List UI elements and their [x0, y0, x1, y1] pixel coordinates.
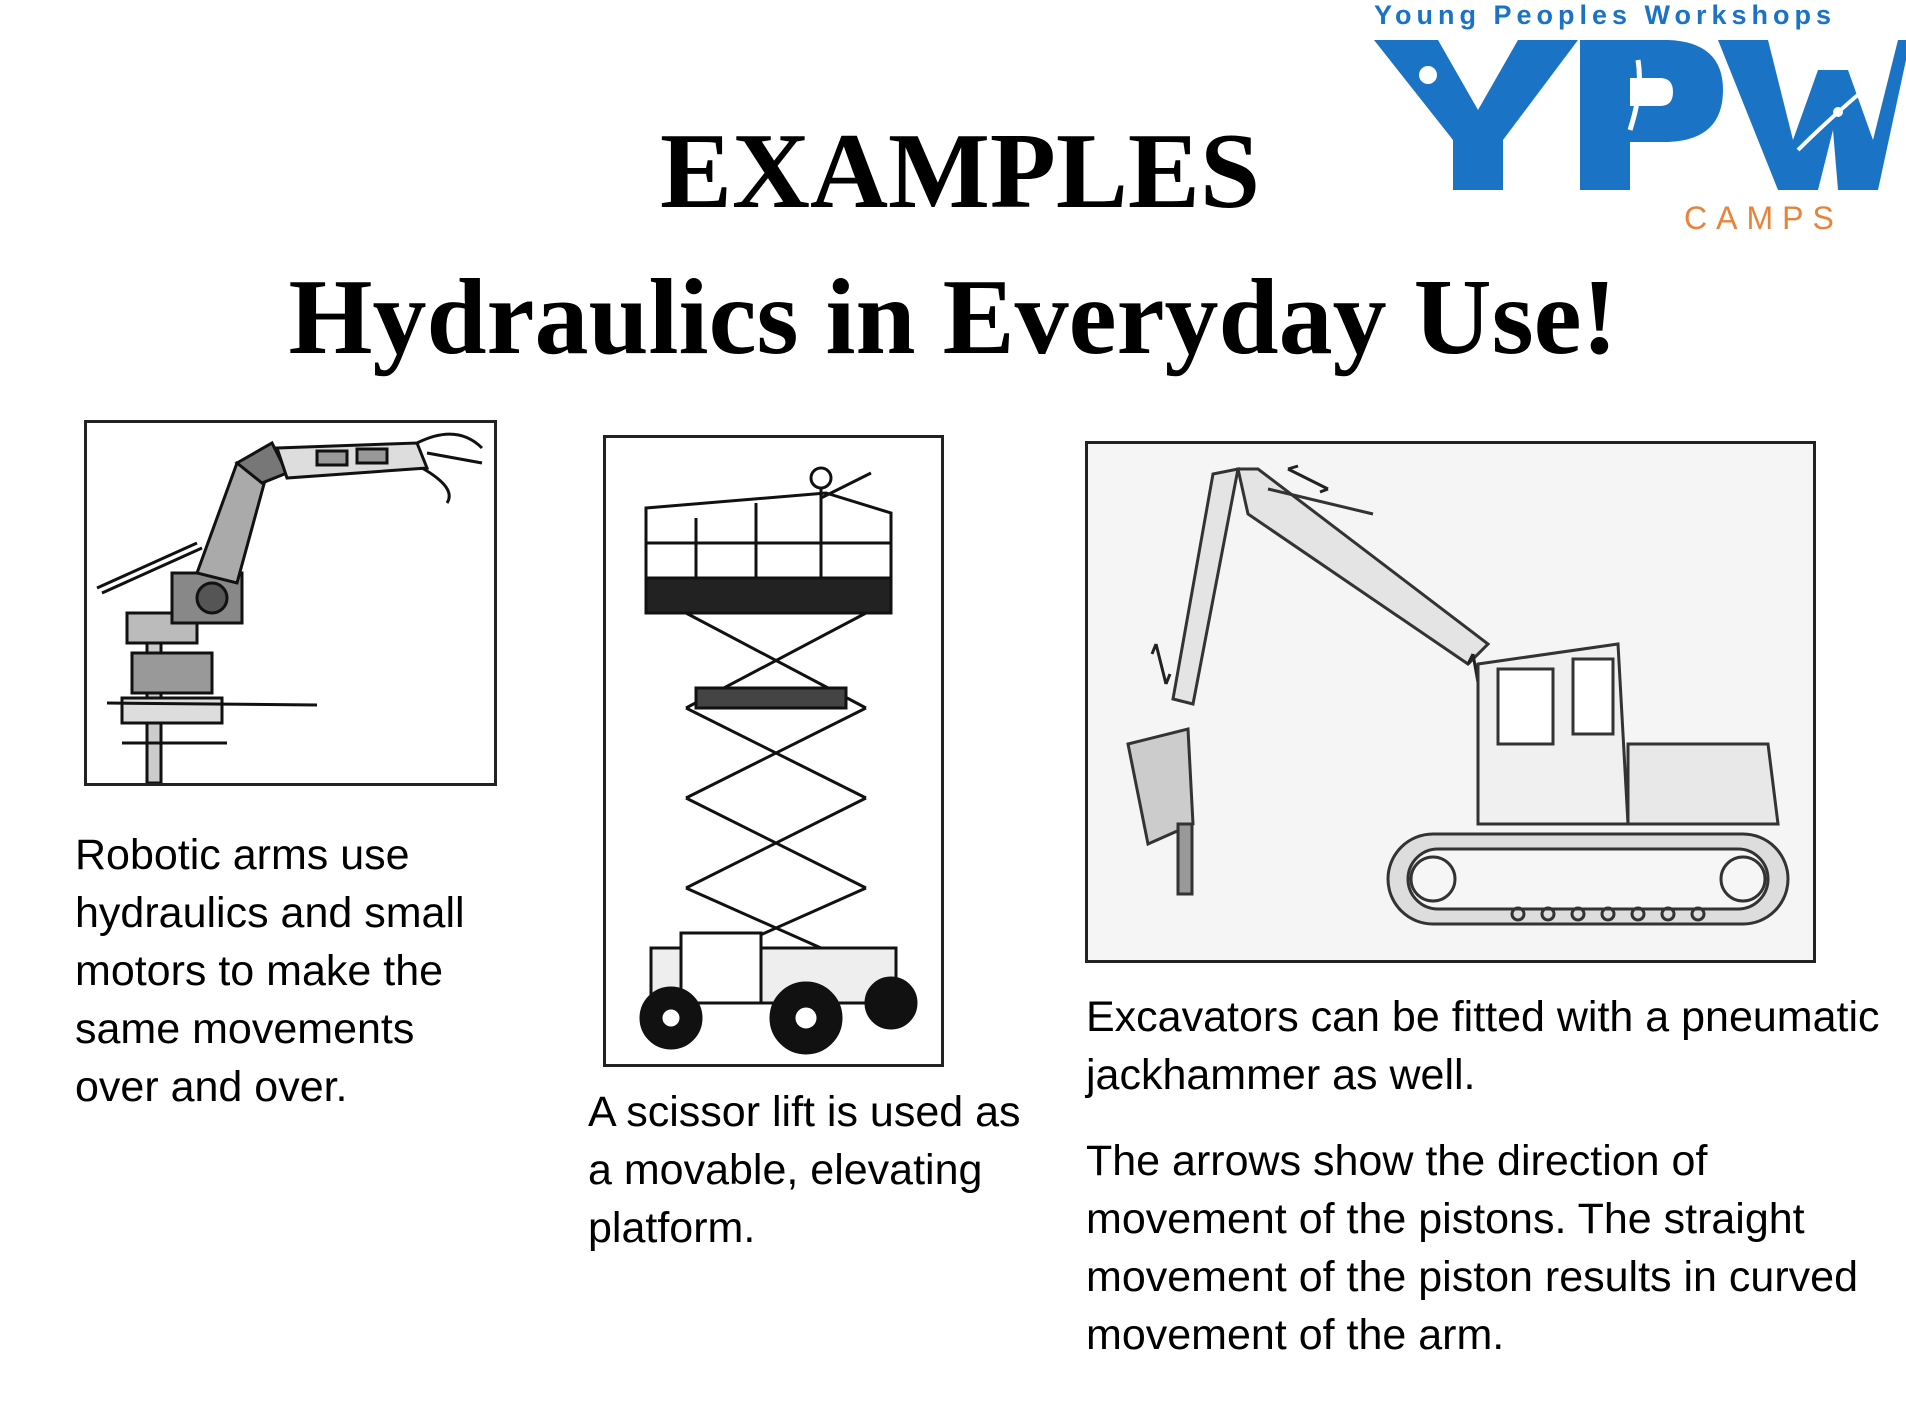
logo-tagline: Young Peoples Workshops: [1374, 0, 1837, 30]
slide-subtitle: Hydraulics in Everyday Use!: [288, 258, 1618, 377]
excavator-arrows-caption: The arrows show the direction of movement of the pistons. The straight movement of the piston results in curved movement of the arm.: [1086, 1137, 1858, 1359]
robotic-arm-caption: Robotic arms use hydraulics and small motors to make the same movements over and over.: [75, 831, 465, 1111]
scissor-lift-image: [603, 435, 944, 1067]
robotic-arm-image: [84, 420, 497, 786]
excavator-caption: Excavators can be fitted with a pneumatic jackhammer as well.: [1086, 993, 1880, 1099]
excavator-drawing-icon: [1088, 444, 1813, 960]
logo-camps: CAMPS: [1684, 200, 1843, 236]
slide-title: EXAMPLES: [659, 112, 1261, 231]
ypw-logo: [1368, 0, 1906, 238]
excavator-image: [1085, 441, 1816, 963]
robotic-arm-drawing-icon: [87, 423, 494, 783]
scissor-lift-drawing-icon: [606, 438, 941, 1064]
scissor-lift-caption: A scissor lift is used as a movable, elevating platform.: [588, 1088, 1021, 1252]
ypw-letters-logo: [1368, 30, 1906, 200]
